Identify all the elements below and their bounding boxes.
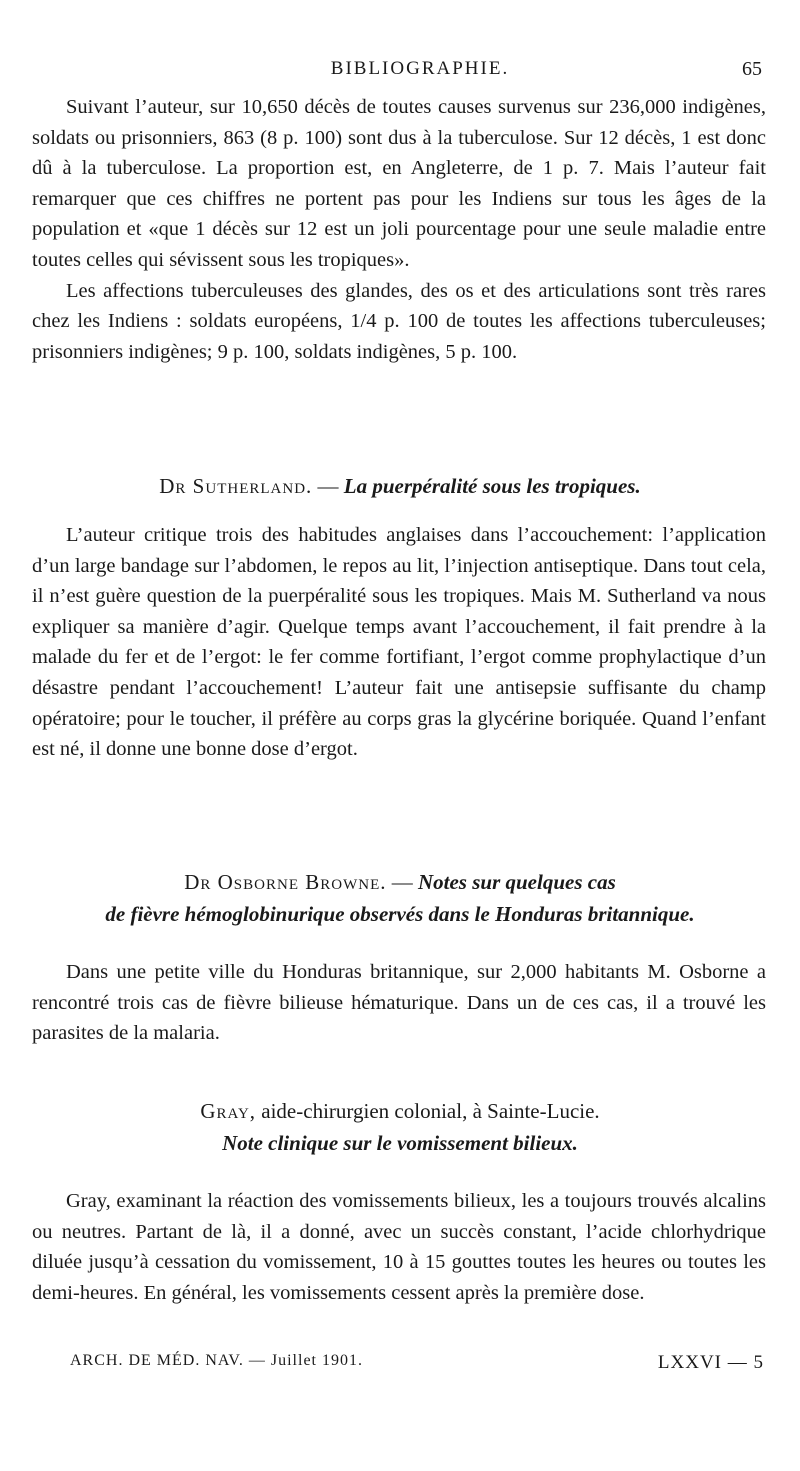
paragraph: Gray, examinant la réaction des vomissements bilieux, les a toujours trouvés alcalins ou neutres. Partant de là, il a donné, avec un succès constant, l’acide chlorhydrique diluée jusqu’à cessation du vomissement, 10 à 15 gouttes toutes les heures ou toutes les demi-heures. En général, les vomissements cessent après la première dose. — [32, 1190, 766, 1304]
article-author: Dr Sutherland. — [159, 474, 313, 498]
section-heading-gray — [30, 1095, 770, 1159]
section-heading-osborne-browne — [30, 866, 770, 930]
page-number: 65 — [742, 58, 762, 80]
running-header — [70, 58, 770, 88]
article-title-line-1: Notes sur quelques cas — [417, 870, 616, 894]
section-vomissement — [32, 1186, 766, 1308]
article-author: Gray, — [200, 1099, 257, 1123]
section-puerperalite — [32, 520, 766, 765]
section-heading-sutherland — [30, 470, 770, 502]
article-author: Dr Osborne Browne. — [184, 870, 387, 894]
page-footer — [70, 1352, 772, 1382]
heading-dash: — — [312, 474, 344, 498]
author-affiliation: aide-chirurgien colonial, à Sainte-Lucie. — [256, 1099, 600, 1123]
article-title: Note clinique sur le vomissement bilieux. — [222, 1131, 578, 1155]
paragraph: Dans une petite ville du Honduras britannique, sur 2,000 habitants M. Osborne a rencontré trois cas de fièvre bilieuse hématurique. Dans un de ces cas, il a trouvé les parasites de la malaria. — [32, 961, 766, 1045]
section-hemoglobinurique — [32, 957, 766, 1049]
heading-dash: — — [386, 870, 418, 894]
signature-mark: LXXVI — 5 — [657, 1352, 764, 1373]
article-title-line-2: de fièvre hémoglobinurique observés dans le Honduras britannique. — [105, 902, 695, 926]
paragraph: Suivant l’auteur, sur 10,650 décès de toutes causes survenus sur 236,000 indigènes, soldats ou prisonniers, 863 (8 p. 100) sont dus à la tuberculose. Sur 12 décès, 1 est donc dû à la tuberculose. La proportion est, en Angleterre, de 1 p. 7. Mais l’auteur fait remarquer que ces chiffres ne portent pas pour les Indiens sur tous les âges de la population et «que 1 décès sur 12 est un joli pourcentage pour une seule maladie entre toutes celles qui sévissent sous les tropiques». — [32, 96, 766, 271]
journal-citation: ARCH. DE MÉD. NAV. — Juillet 1901. — [70, 1352, 363, 1369]
section-tuberculosis — [32, 92, 766, 367]
paragraph: Les affections tuberculeuses des glandes, des os et des articulations sont très rares chez les Indiens : soldats européens, 1/4 p. 100 de toutes les affections tuberculeuses; prisonniers indigènes; 9 p. 100, soldats indigènes, 5 p. 100. — [32, 279, 766, 363]
paragraph: L’auteur critique trois des habitudes anglaises dans l’accouchement: l’application d’un large bandage sur l’abdomen, le repos au lit, l’injection antiseptique. Dans tout cela, il n’est guère question de la puerpéralité sous les tropiques. Mais M. Sutherland va nous expliquer sa manière d’agir. Quelque temps avant l’accouchement, il fait prendre à la malade du fer et de l’ergot: le fer comme fortifiant, l’ergot comme prophylactique d’un désastre pendant l’accouchement! L’auteur fait une antisepsie suffisante du champ opératoire; pour le toucher, il préfère au corps gras la glycérine boriquée. Quand l’enfant est né, il donne une bonne dose d’ergot. — [32, 524, 766, 761]
article-title: La puerpéralité sous les tropiques. — [343, 474, 641, 498]
running-title: BIBLIOGRAPHIE. — [330, 58, 510, 79]
